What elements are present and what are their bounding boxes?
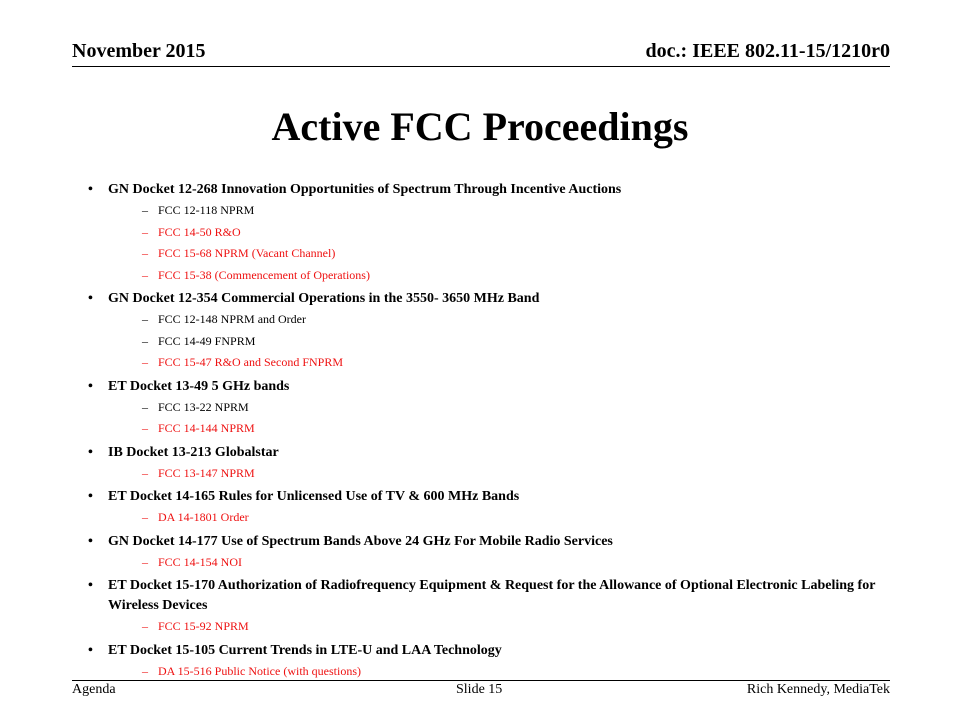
filing-label: FCC 15-92 NPRM bbox=[158, 619, 249, 633]
docket-title: GN Docket 12-354 Commercial Operations in the 3550- 3650 MHz Band bbox=[108, 291, 540, 306]
docket-item bbox=[72, 487, 898, 507]
docket-title: ET Docket 15-105 Current Trends in LTE-U and LAA Technology bbox=[108, 642, 502, 658]
filing-item bbox=[72, 243, 898, 265]
filing-item bbox=[72, 265, 898, 287]
filing-item bbox=[72, 200, 898, 222]
footer-slide-number: Slide 15 bbox=[456, 682, 503, 697]
docket-item bbox=[72, 443, 898, 463]
docket-item bbox=[72, 377, 898, 397]
filing-label: FCC 13-147 NPRM bbox=[158, 465, 255, 480]
dash-icon: – bbox=[142, 663, 148, 678]
bullet-icon: • bbox=[88, 489, 93, 504]
filing-item bbox=[72, 331, 898, 353]
filing-item bbox=[72, 463, 898, 485]
dash-icon: – bbox=[142, 619, 148, 633]
bullet-icon: • bbox=[88, 444, 93, 460]
docket-title: ET Docket 14-165 Rules for Unlicensed Use of TV & 600 MHz Bands bbox=[108, 489, 520, 504]
bullet-icon: • bbox=[88, 642, 93, 658]
bullet-icon: • bbox=[88, 291, 93, 306]
docket-title: ET Docket 13-49 5 GHz bands bbox=[108, 378, 290, 394]
filing-item bbox=[72, 616, 898, 638]
filing-label: FCC 12-118 NPRM bbox=[158, 203, 255, 217]
bullet-icon: • bbox=[88, 578, 93, 593]
dash-icon: – bbox=[142, 203, 148, 217]
filing-label: DA 15-516 Public Notice (with questions) bbox=[158, 663, 361, 678]
proceedings-list bbox=[72, 180, 898, 682]
filing-label: FCC 15-38 (Commencement of Operations) bbox=[158, 267, 370, 282]
footer-divider bbox=[72, 680, 890, 681]
docket-title: GN Docket 14-177 Use of Spectrum Bands Above 24 GHz For Mobile Radio Services bbox=[108, 533, 613, 549]
filing-item bbox=[72, 507, 898, 529]
filing-item bbox=[72, 397, 898, 419]
filing-label: FCC 15-68 NPRM (Vacant Channel) bbox=[158, 246, 336, 260]
filing-item bbox=[72, 309, 898, 331]
dash-icon: – bbox=[142, 246, 148, 260]
dash-icon: – bbox=[142, 510, 148, 524]
bullet-icon: • bbox=[88, 378, 93, 394]
docket-item bbox=[72, 532, 898, 552]
dash-icon: – bbox=[142, 554, 148, 569]
slide-title: Active FCC Proceedings bbox=[271, 104, 689, 149]
dash-icon: – bbox=[142, 399, 148, 414]
footer-author: Rich Kennedy, MediaTek bbox=[746, 682, 890, 697]
docket-item bbox=[72, 641, 898, 661]
dash-icon: – bbox=[142, 267, 148, 282]
filing-label: FCC 12-148 NPRM and Order bbox=[158, 312, 307, 326]
dash-icon: – bbox=[142, 355, 148, 369]
filing-item bbox=[72, 222, 898, 244]
dash-icon: – bbox=[142, 312, 148, 326]
filing-label: FCC 14-144 NPRM bbox=[158, 421, 255, 435]
docket-item bbox=[72, 180, 898, 200]
bullet-icon: • bbox=[88, 533, 93, 549]
filing-item bbox=[72, 418, 898, 440]
docket-item bbox=[72, 289, 898, 309]
filing-label: FCC 14-154 NOI bbox=[158, 554, 243, 569]
dash-icon: – bbox=[142, 421, 148, 435]
filing-label: FCC 14-49 FNPRM bbox=[158, 333, 256, 348]
docket-title: ET Docket 15-170 Authorization of Radiofrequency Equipment & Request for the Allowance of Optional Electronic Labeling for Wireless Devices bbox=[108, 578, 876, 613]
docket-item bbox=[72, 576, 898, 616]
filing-label: FCC 15-47 R&O and Second FNPRM bbox=[158, 355, 344, 369]
dash-icon: – bbox=[142, 224, 148, 239]
dash-icon: – bbox=[142, 333, 148, 348]
header-date: November 2015 bbox=[72, 40, 206, 62]
filing-item bbox=[72, 552, 898, 574]
docket-title: GN Docket 12-268 Innovation Opportunities of Spectrum Through Incentive Auctions bbox=[108, 182, 622, 197]
header-doc-id: doc.: IEEE 802.11-15/1210r0 bbox=[645, 40, 890, 62]
filing-label: FCC 13-22 NPRM bbox=[158, 399, 249, 414]
filing-item bbox=[72, 661, 898, 683]
filing-label: DA 14-1801 Order bbox=[158, 510, 249, 524]
docket-title: IB Docket 13-213 Globalstar bbox=[108, 444, 279, 460]
dash-icon: – bbox=[142, 465, 148, 480]
footer-left: Agenda bbox=[72, 682, 116, 697]
bullet-icon: • bbox=[88, 182, 93, 197]
header-divider bbox=[72, 66, 890, 67]
filing-item bbox=[72, 352, 898, 374]
filing-label: FCC 14-50 R&O bbox=[158, 224, 241, 239]
